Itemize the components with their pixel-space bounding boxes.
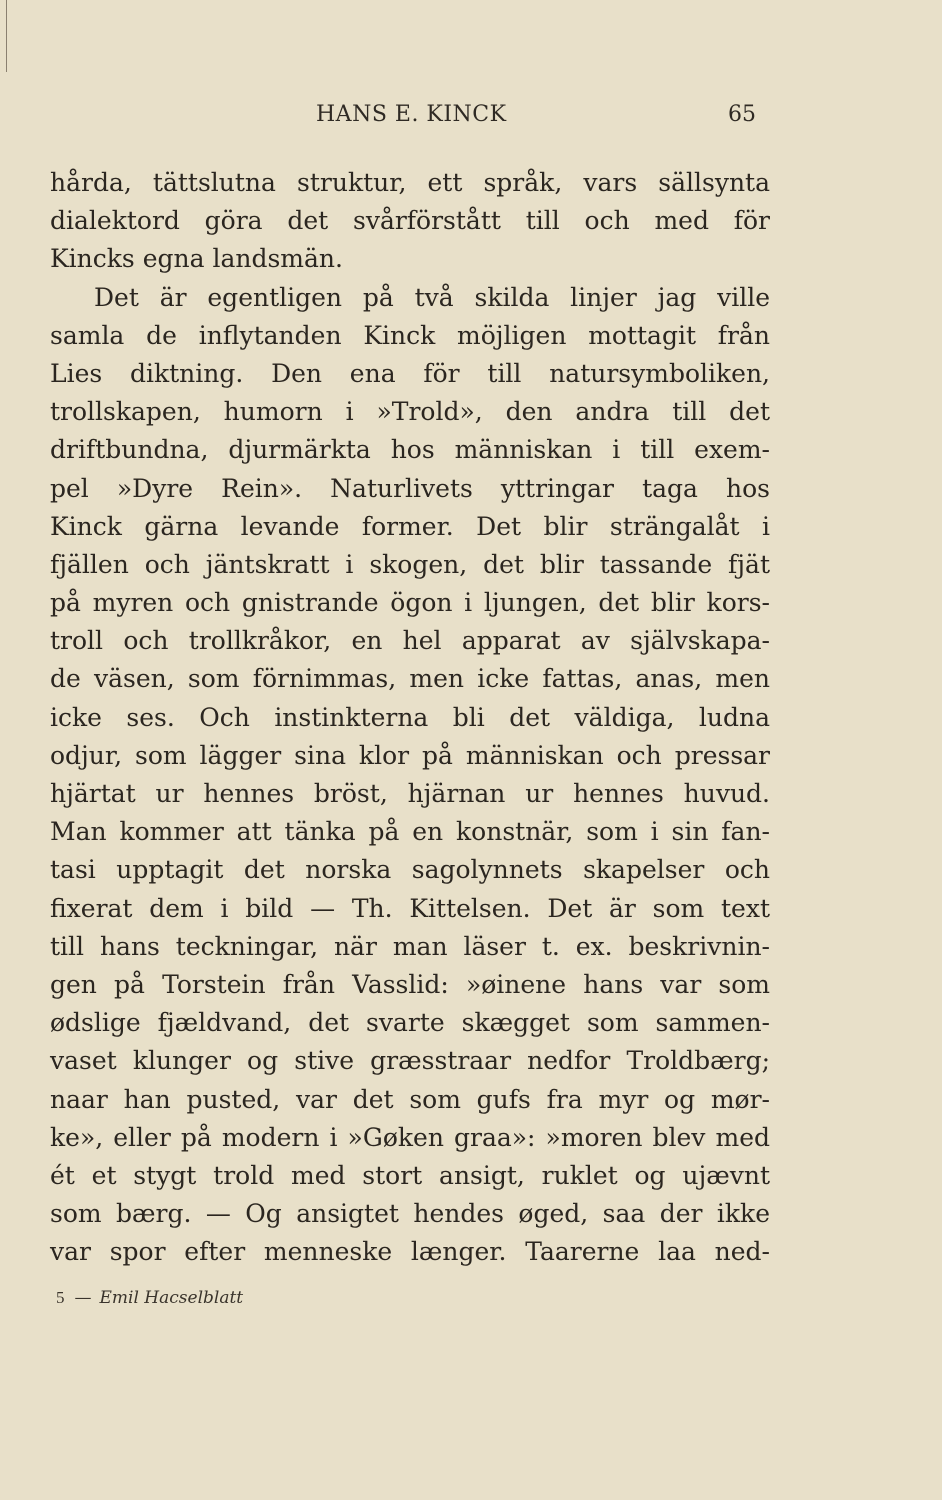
- text-line: Det är egentligen på två skilda linjer jag ville: [94, 282, 770, 312]
- text-line: vaset klunger og stive græsstraar nedfor Troldbærg;: [50, 1046, 770, 1076]
- text-line: trollskapen, humorn i »Trold», den andra till det: [50, 397, 770, 427]
- text-line: dialektord göra det svårförstått till och med för: [50, 206, 770, 236]
- text-line: Man kommer att tänka på en konstnär, som i sin fan-: [50, 817, 770, 847]
- text-line: ødslige fjældvand, det svarte skægget som sammen-: [50, 1008, 770, 1038]
- signature-mark: [56, 1288, 243, 1308]
- text-line: de väsen, som förnimmas, men icke fattas, anas, men: [50, 664, 770, 694]
- text-line: icke ses. Och instinkterna bli det väldiga, ludna: [50, 702, 770, 732]
- text-line: Kinck gärna levande former. Det blir strängalåt i: [50, 511, 770, 541]
- text-line: ét et stygt trold med stort ansigt, ruklet og ujævnt: [50, 1160, 770, 1190]
- signature-author: Emil Hacselblatt: [99, 1288, 244, 1308]
- text-line: var spor efter menneske længer. Taarerne laa ned-: [50, 1237, 770, 1267]
- signature-dash: —: [74, 1288, 92, 1308]
- text-line: naar han pusted, var det som gufs fra myr og mør-: [50, 1084, 770, 1114]
- text-line: troll och trollkråkor, en hel apparat av självskapa-: [50, 626, 770, 656]
- text-line: på myren och gnistrande ögon i ljungen, det blir kors-: [50, 588, 770, 618]
- text-line: fixerat dem i bild — Th. Kittelsen. Det är som text: [50, 893, 770, 923]
- text-line: ke», eller på modern i »Gøken graa»: »moren blev med: [50, 1122, 770, 1152]
- running-header: [0, 102, 942, 132]
- running-title: HANS E. KINCK: [316, 102, 507, 127]
- text-line: hjärtat ur hennes bröst, hjärnan ur hennes huvud.: [50, 779, 770, 808]
- text-line: odjur, som lägger sina klor på människan och pressar: [50, 740, 770, 770]
- page-number: 65: [728, 102, 756, 127]
- text-line: Kincks egna landsmän.: [50, 244, 343, 274]
- text-line: pel »Dyre Rein». Naturlivets yttringar taga hos: [50, 473, 770, 503]
- page-edge-line: [6, 0, 7, 72]
- text-line: Lies diktning. Den ena för till natursymboliken,: [50, 358, 770, 388]
- text-line: fjällen och jäntskratt i skogen, det blir tassande fjät: [50, 549, 770, 579]
- text-line: till hans teckningar, när man läser t. ex. beskrivnin-: [50, 931, 770, 961]
- text-line: samla de inflytanden Kinck möjligen mottagit från: [50, 320, 770, 350]
- text-line: tasi upptagit det norska sagolynnets skapelser och: [50, 855, 770, 885]
- body-text: [50, 164, 770, 1271]
- text-line: driftbundna, djurmärkta hos människan i till exem-: [50, 435, 770, 465]
- signature-number: 5: [56, 1288, 65, 1307]
- text-line: som bærg. — Og ansigtet hendes øged, saa der ikke: [50, 1199, 770, 1229]
- text-line: gen på Torstein från Vasslid: »øinene hans var som: [50, 969, 770, 999]
- text-line: hårda, tättslutna struktur, ett språk, vars sällsynta: [50, 168, 770, 197]
